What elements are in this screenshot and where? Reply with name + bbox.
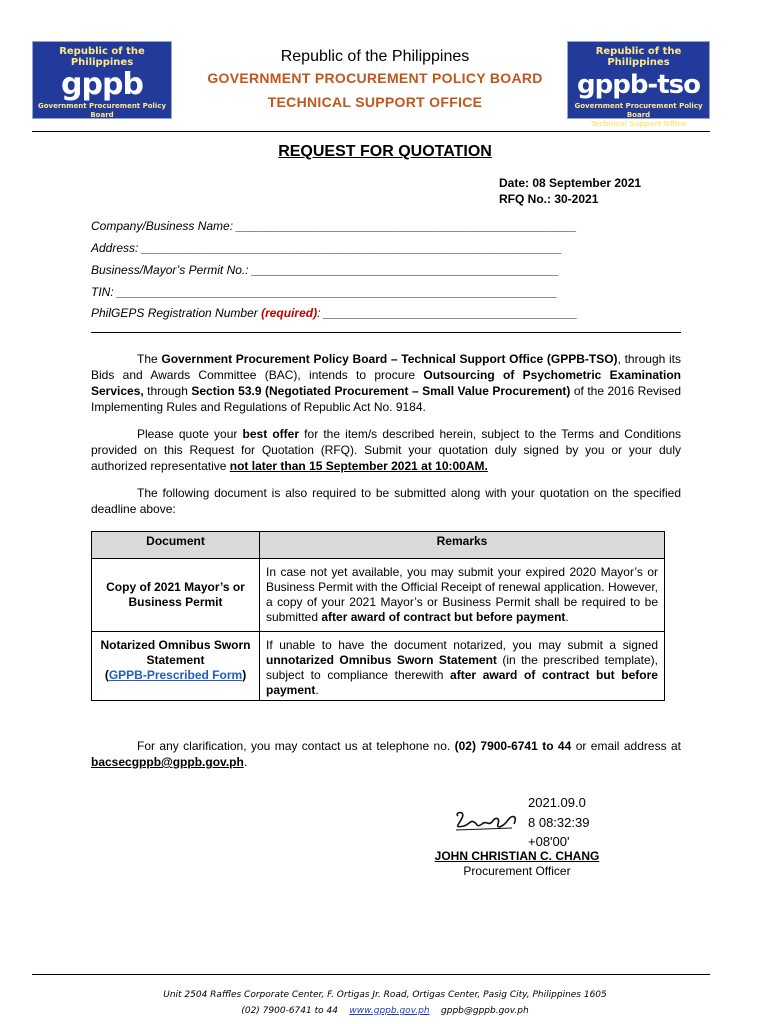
- republic-heading: Republic of the Philippines: [280, 48, 470, 65]
- rfq-date: Date: 08 September 2021: [499, 176, 642, 190]
- philgeps-line: : ______________________________________: [317, 306, 578, 320]
- footer-divider: [32, 974, 710, 975]
- intro-paragraph: The Government Procurement Policy Board – Technical Support Office (GPPB-TSO), through its Bids and Awards Committee (BAC), intends to procure Outsourcing of Psychometric Examination Services, through Section 53.9 (Negotiated Procurement – Small Value Procurement) of the 2016 Revised Implementing Rules and Regulations of Republic Act No. 9184.: [91, 352, 682, 414]
- requirements-paragraph: The following document is also required to be submitted along with your quotation on the specified deadline above:: [91, 486, 681, 516]
- digital-signature-timezone: +08'00': [528, 834, 570, 849]
- fields-divider: [91, 332, 681, 333]
- footer-contacts: [0, 1006, 770, 1016]
- remarks-cell: If unable to have the document notarized, you may submit a signed unnotarized Omnibus Sworn Statement (in the prescribed template), subject to compliance therewith after award of contract but before payment.: [260, 632, 665, 701]
- document-cell: Copy of 2021 Mayor’s or Business Permit: [92, 559, 260, 632]
- company-name-field[interactable]: Company/Business Name: ___________________________________________________: [91, 219, 577, 233]
- logo-subtitle-2: Technical Support Office: [590, 120, 687, 128]
- logo-band-text: Republic of the Philippines: [595, 46, 682, 68]
- logo-mark: gppb: [61, 67, 143, 102]
- table-header-document: Document: [92, 532, 260, 559]
- prescribed-form-link[interactable]: GPPB-Prescribed Form: [108, 668, 243, 682]
- required-marker: (required): [261, 306, 318, 320]
- logo-subtitle: Government Procurement Policy Board: [37, 102, 167, 119]
- contact-email-link[interactable]: bacsecgppb@gppb.gov.ph: [91, 755, 244, 769]
- tin-field[interactable]: TIN: __________________________________________________________________: [91, 285, 558, 299]
- header-divider: [32, 131, 710, 132]
- logo-mark: gppb-tso: [576, 70, 700, 100]
- table-header-row: [92, 532, 665, 559]
- footer-email[interactable]: gppb@gppb.gov.ph: [441, 1006, 529, 1016]
- table-row: [92, 632, 665, 701]
- instructions-paragraph: Please quote your best offer for the item/s described herein, subject to the Terms and Conditions provided on this Request for Quotation (RFQ). Submit your quotation duly signed by you or your duly authorized representative not later than 15 September 2021 at 10:00AM.: [91, 427, 681, 473]
- signatory-name: JOHN CHRISTIAN C. CHANG: [434, 849, 600, 863]
- signatory-position: Procurement Officer: [463, 864, 571, 878]
- gppb-logo: [32, 41, 172, 119]
- footer-website-link[interactable]: www.gppb.gov.ph: [349, 1006, 430, 1016]
- table-row: [92, 559, 665, 632]
- table-header-remarks: Remarks: [260, 532, 665, 559]
- permit-number-field[interactable]: Business/Mayor’s Permit No.: ______________________________________________: [91, 263, 559, 277]
- remarks-cell: In case not yet available, you may submit your expired 2020 Mayor’s or Business Permit with the Official Receipt of renewal application. However, a copy of your 2021 Mayor’s or Business Permit shall be required to be submitted after award of contract but before payment.: [260, 559, 665, 632]
- rfq-number: RFQ No.: 30-2021: [499, 192, 599, 206]
- address-field[interactable]: Address: _______________________________________________________________: [91, 241, 563, 255]
- philgeps-field[interactable]: [91, 306, 577, 320]
- contact-paragraph: For any clarification, you may contact us at telephone no. (02) 7900-6741 to 44 or email address at bacsecgppb@gppb.gov.ph.: [91, 739, 681, 769]
- gppb-tso-logo: [567, 41, 710, 128]
- digital-signature-date: 2021.09.0: [528, 795, 586, 810]
- logo-band-text: Republic of the Philippines: [59, 46, 145, 68]
- footer-address: Unit 2504 Raffles Corporate Center, F. Ortigas Jr. Road, Ortigas Center, Pasig City, Philippines 1605: [163, 990, 607, 1000]
- handwritten-signature: [452, 806, 524, 838]
- footer-phone: (02) 7900-6741 to 44: [241, 1006, 338, 1016]
- digital-signature-time: 8 08:32:39: [528, 815, 590, 830]
- org-name-line2: TECHNICAL SUPPORT OFFICE: [267, 94, 483, 110]
- org-name-line1: GOVERNMENT PROCUREMENT POLICY BOARD: [207, 70, 543, 86]
- page-title: REQUEST FOR QUOTATION: [278, 143, 492, 160]
- required-documents-table: [91, 531, 665, 701]
- logo-subtitle: Government Procurement Policy Board: [574, 102, 703, 119]
- philgeps-label: PhilGEPS Registration Number: [91, 306, 262, 320]
- document-cell: Notarized Omnibus Sworn Statement (GPPB-Prescribed Form): [92, 632, 260, 701]
